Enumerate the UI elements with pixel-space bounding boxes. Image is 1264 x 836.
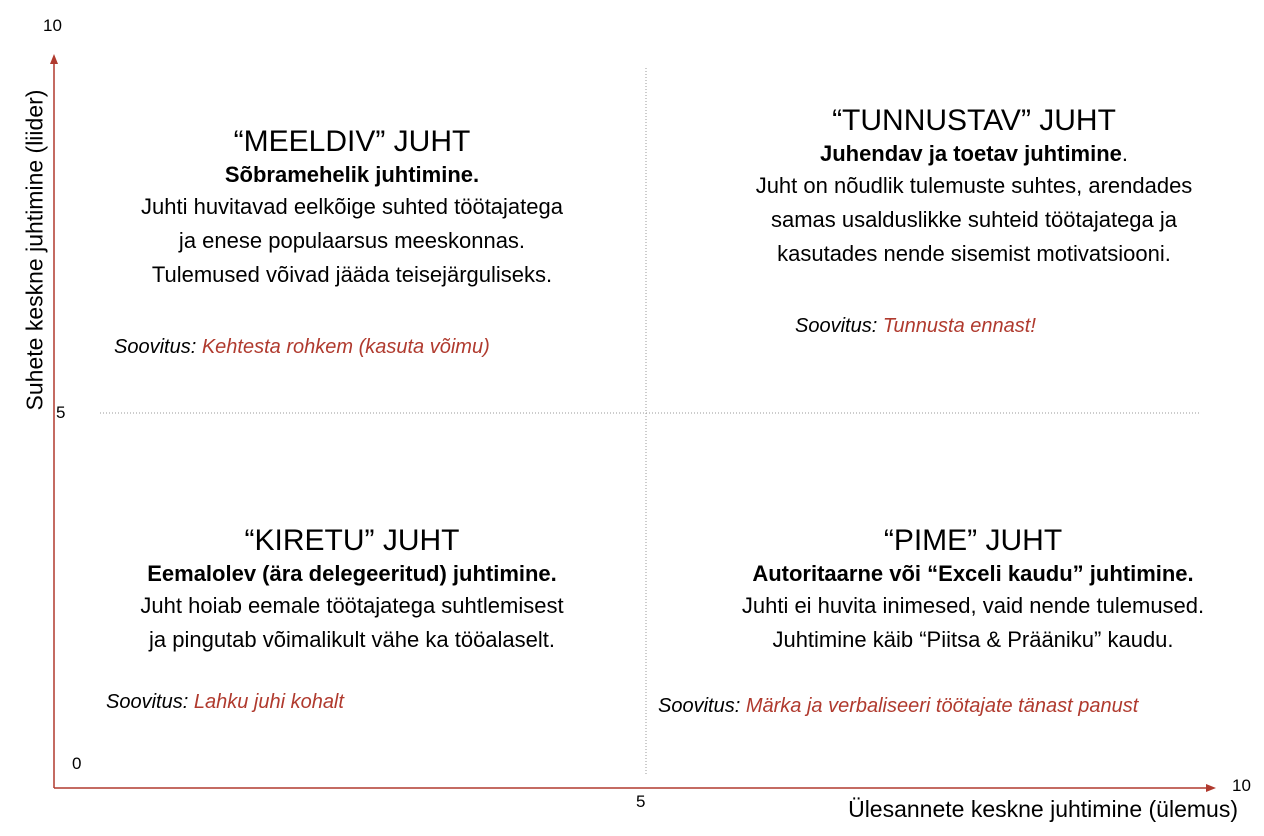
- quadrant-description: [756, 169, 1193, 271]
- quadrant-subtitle: Sõbramehelik juhtimine.: [224, 162, 480, 187]
- description-line: ja pingutab võimalikult vähe ka tööalaselt.: [148, 627, 556, 652]
- quadrant-description: [140, 589, 563, 657]
- quadrant-description: [742, 589, 1204, 657]
- quadrant-title: “MEELDIV” JUHT: [233, 125, 471, 158]
- quadrant-subtitle: Eemalolev (ära delegeeritud) juhtimine.: [147, 561, 557, 586]
- advice-label: Soovitus:: [114, 336, 197, 358]
- x-axis-label: Ülesannete keskne juhtimine (ülemus): [848, 796, 1238, 822]
- y-axis-arrow-icon: [50, 54, 58, 64]
- quadrant-bottom-right: [742, 523, 1204, 657]
- advice-label: Soovitus:: [106, 691, 189, 713]
- description-line: ja enese populaarsus meeskonnas.: [178, 228, 526, 253]
- quadrant-top-left: [141, 124, 563, 292]
- advice-value: Kehtesta rohkem (kasuta võimu): [201, 336, 490, 358]
- advice-label: Soovitus:: [795, 315, 878, 337]
- quadrant-title: “TUNNUSTAV” JUHT: [832, 104, 1116, 137]
- quadrant-title: “PIME” JUHT: [883, 524, 1063, 557]
- advice-value: Lahku juhi kohalt: [193, 691, 344, 713]
- description-line: Juht hoiab eemale töötajatega suhtlemisest: [140, 593, 564, 618]
- quadrant-title: “KIRETU” JUHT: [244, 524, 460, 557]
- quadrant-top-right: [756, 103, 1193, 271]
- quadrant-subtitle: Juhendav ja toetav juhtimine.: [819, 141, 1129, 166]
- quadrant-description: [141, 190, 563, 292]
- quadrant-bottom-left: [140, 523, 563, 657]
- description-line: Juhti huvitavad eelkõige suhted töötajatega: [141, 194, 563, 219]
- advice-label: Soovitus:: [658, 695, 741, 717]
- description-line: Juht on nõudlik tulemuste suhtes, arendades: [755, 173, 1193, 198]
- description-line: kasutades nende sisemist motivatsiooni.: [777, 241, 1171, 266]
- y-tick-min: 0: [72, 754, 82, 773]
- x-tick-max: 10: [1232, 776, 1251, 795]
- y-tick-max: 10: [43, 16, 62, 35]
- advice-bottom-left: [106, 691, 344, 714]
- advice-top-left: [114, 336, 490, 359]
- x-tick-mid: 5: [636, 792, 646, 811]
- description-line: Juhtimine käib “Piitsa & Prääniku” kaudu.: [772, 627, 1174, 652]
- description-line: Juhti ei huvita inimesed, vaid nende tulemused.: [741, 593, 1205, 618]
- description-line: samas usaldusl﻿ikke suhteid töötajatega ja: [770, 207, 1178, 232]
- quadrant-subtitle: Autoritaarne või “Exceli kaudu” juhtimine.: [752, 561, 1194, 586]
- advice-top-right: [795, 315, 1036, 338]
- description-line: Tulemused võivad jääda teisejärguliseks.: [151, 262, 553, 287]
- advice-value: Tunnusta ennast!: [882, 315, 1036, 337]
- advice-value: Märka ja verbaliseeri töötajate tänast panust: [745, 695, 1139, 717]
- x-axis-arrow-icon: [1206, 784, 1216, 792]
- y-tick-mid: 5: [56, 403, 66, 422]
- advice-bottom-right: [658, 695, 1138, 718]
